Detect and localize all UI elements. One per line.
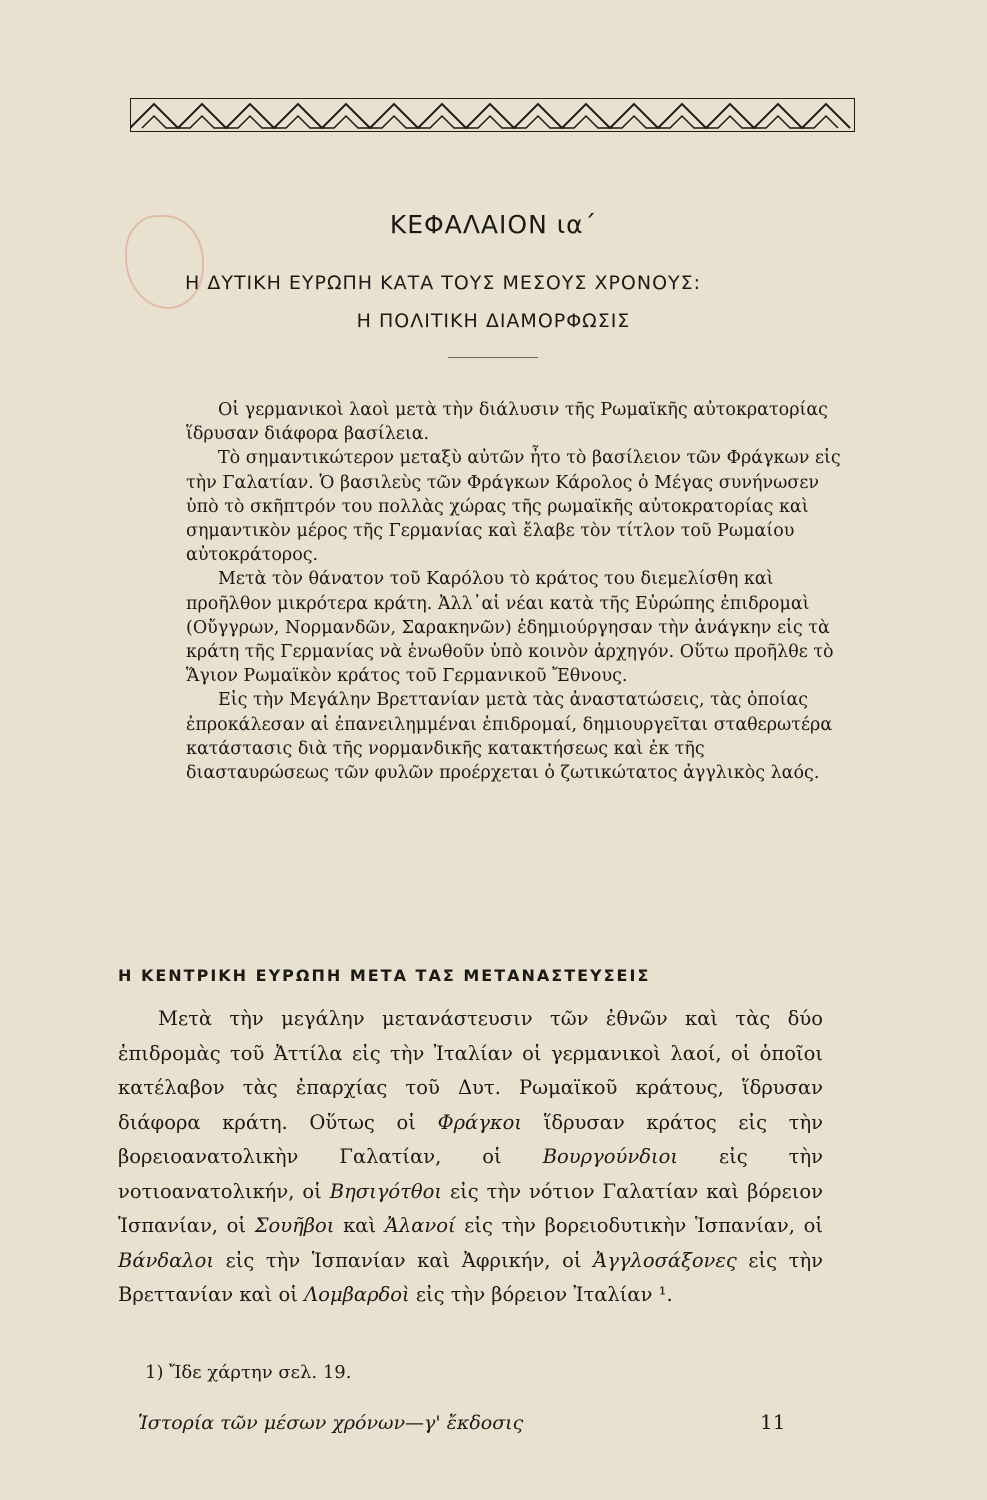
chapter-title-line-1: Η ΔΥΤΙΚΗ ΕΥΡΩΠΗ ΚΑΤΑ ΤΟΥΣ ΜΕΣΟΥΣ ΧΡΟΝΟΥΣ: [185,272,702,294]
emphasis-anglosaxons: Ἀγγλοσάξονες [593,1248,737,1272]
summary-paragraph: Μετὰ τὸν θάνατον τοῦ Καρόλου τὸ κράτος του διεμελίσθη καὶ προῆλθον μικρότερα κράτη. Ἀλλ᾽αἱ νέαι κατὰ τῆς Εὐρώπης ἐπιδρομαὶ (Οὔγγρων, Νορμανδῶν, Σαρακηνῶν) ἐδημιούργησαν τὴν ἀνάγκην εἰς τὰ κράτη τῆς Γερμανίας νὰ ἑνωθοῦν ὑπὸ κοινὸν ἀρχηγόν. Οὕτω προῆλθε τὸ Ἅγιον Ρωμαϊκὸν κράτος τοῦ Γερμανικοῦ Ἔθνους. [186,569,834,687]
emphasis-burgundians: Βουργούνδιοι [542,1145,678,1168]
summary-paragraph: Οἱ γερμανικοὶ λαοὶ μετὰ τὴν διάλυσιν τῆς Ρωμαϊκῆς αὐτοκρατορίας ἵδρυσαν διάφορα βασίλεια. [186,400,828,445]
summary-paragraph: Τὸ σημαντικώτερον μεταξὺ αὐτῶν ἦτο τὸ βασίλειον τῶν Φράγκων εἰς τὴν Γαλατίαν. Ὁ βασιλεὺς τῶν Φράγκων Κάρολος ὁ Μέγας συνήνωσεν ὑπὸ τὸ σκῆπτρόν του πολλὰς χώρας τῆς ρωμαϊκῆς αὐτοκρατορίας καὶ σημαντικὸν μέρος τῆς Γερμανίας καὶ ἔλαβε τὸν τίτλον τοῦ Ρωμαίου αὐτοκράτορος. [186,448,841,566]
footnote-marker: ¹. [658,1283,673,1306]
decorative-border-ornament [130,98,855,132]
book-footer-title: Ἱστορία τῶν μέσων χρόνων—γ' ἔκδοσις [138,1412,524,1434]
chapter-title-line-2: Η ΠΟΛΙΤΙΚΗ ΔΙΑΜΟΡΦΩΣΙΣ [356,310,631,332]
summary-block [186,398,850,785]
body-paragraph: Μετὰ τὴν μεγάλην μετανάστευσιν τῶν ἐθνῶν καὶ τὰς δύο ἐπιδρομὰς τοῦ Ἀττίλα εἰς τὴν Ἰταλίαν οἱ γερμανικοὶ λαοί, οἱ ὁποῖοι κατέλαβον τὰς ἐπαρχίας τοῦ Δυτ. Ρωμαϊκοῦ κράτους, ἵδρυσαν διάφορα κράτη. Οὕτως οἱ Φράγκοι ἵδρυσαν κράτος εἰς τὴν βορειοανατολικὴν Γαλατίαν, οἱ Βουργούνδιοι εἰς τὴν νοτιοανατολικήν, οἱ Βησιγότθοι εἰς τὴν νότιον Γαλατίαν καὶ βόρειον Ἱσπανίαν, οἱ Σουῆβοι καὶ Ἀλανοί εἰς τὴν βορειοδυτικὴν Ἱσπανίαν, οἱ Βάνδαλοι εἰς τὴν Ἱσπανίαν καὶ Ἀφρικήν, οἱ Ἀγγλοσάξονες εἰς τὴν Βρεττανίαν καὶ οἱ Λομβαρδοὶ εἰς τὴν βόρειον Ἰταλίαν ¹. [118,1007,823,1306]
emphasis-franks: Φράγκοι [437,1110,523,1134]
emphasis-suebi: Σουῆβοι [254,1214,335,1237]
emphasis-vandals: Βάνδαλοι [118,1248,215,1272]
emphasis-lombards: Λομβαρδοὶ [304,1283,410,1306]
emphasis-alans: Ἀλανοί [384,1214,456,1237]
page-number: 11 [760,1410,786,1434]
chapter-heading: ΚΕΦΑΛΑΙΟΝ ια΄ [389,210,598,239]
section-heading: Η ΚΕΝΤΡΙΚΗ ΕΥΡΩΠΗ ΜΕΤΑ ΤΑΣ ΜΕΤΑΝΑΣΤΕΥΣΕΙΣ [118,966,651,985]
footnote: 1) Ἴδε χάρτην σελ. 19. [145,1362,352,1383]
summary-paragraph: Εἰς τὴν Μεγάλην Βρεττανίαν μετὰ τὰς ἀναστατώσεις, τὰς ὁποίας ἐπροκάλεσαν αἱ ἐπανειλημμέναι ἐπιδρομαί, δημιουργεῖται σταθερωτέρα κατάστασις διὰ τῆς νορμανδικῆς κατακτήσεως καὶ ἐκ τῆς διασταυρώσεως τῶν φυλῶν προέρχεται ὁ ζωτικώτατος ἀγγλικὸς λαός. [186,690,833,784]
emphasis-visigoths: Βησιγότθοι [329,1179,443,1203]
divider-rule [448,357,538,358]
